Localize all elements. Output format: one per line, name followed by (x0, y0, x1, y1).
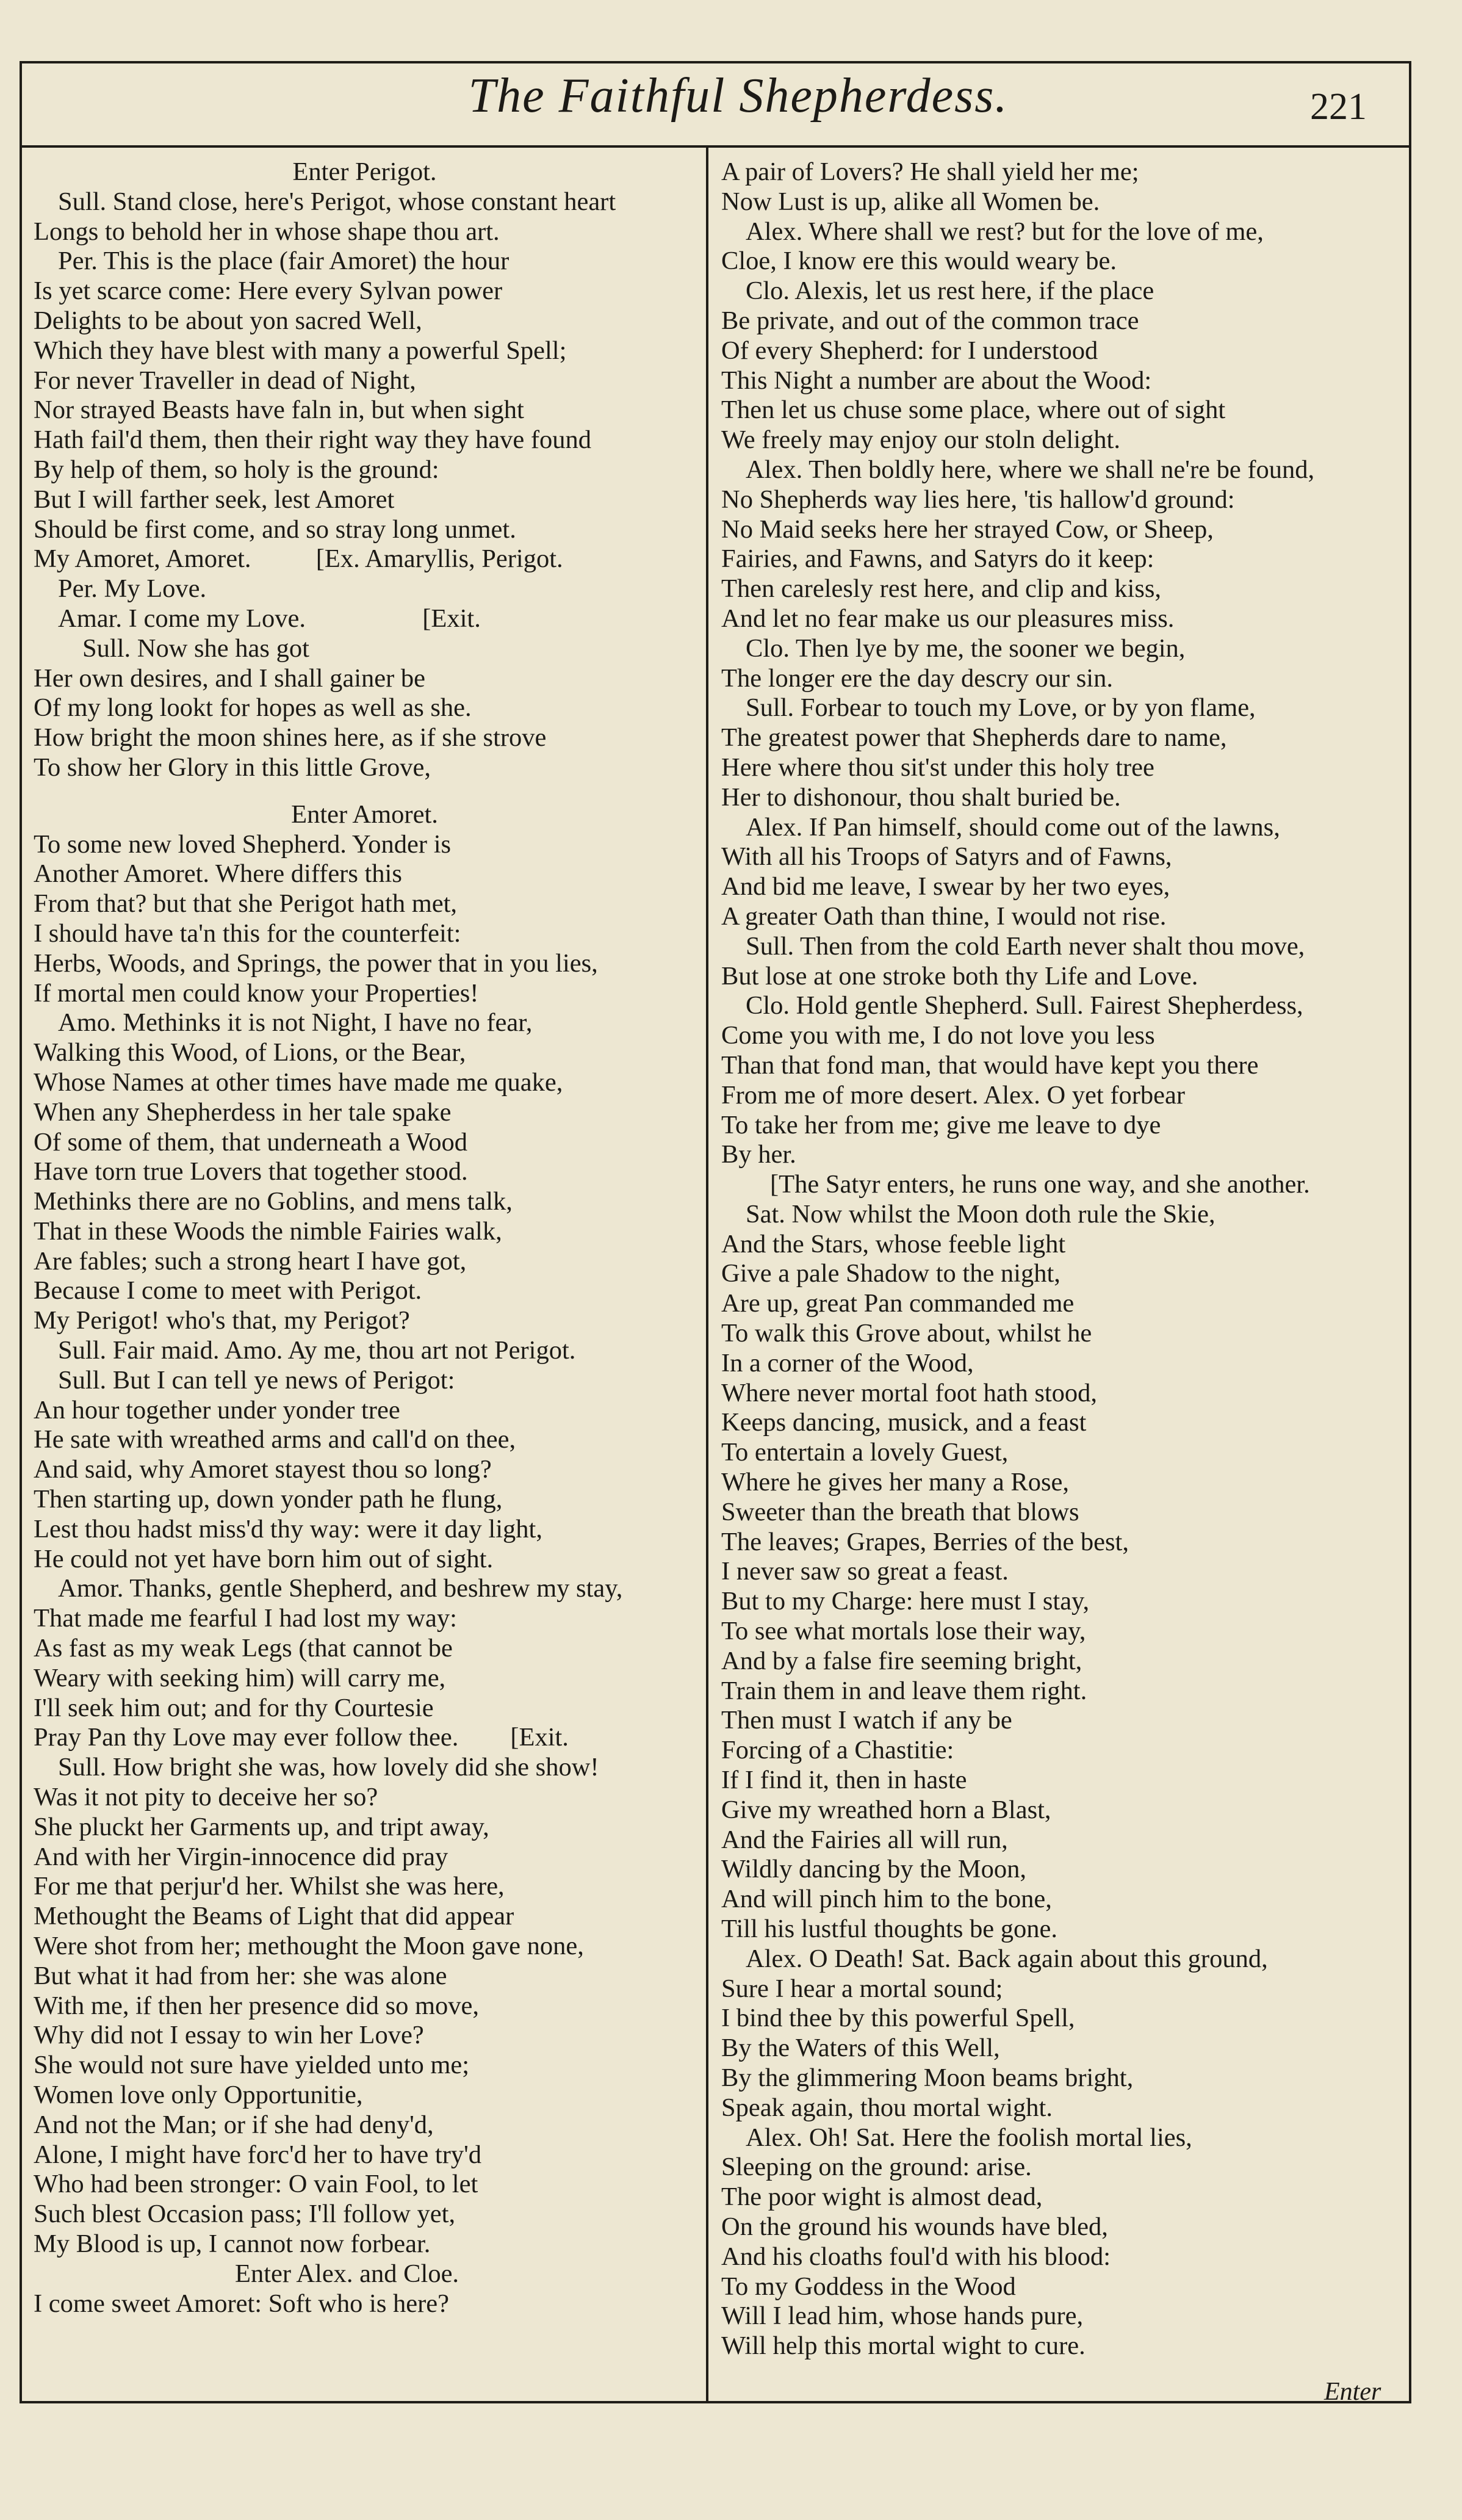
text-line: Herbs, Woods, and Springs, the power that in you lies, (34, 948, 598, 978)
text-line: Alex. Oh! Sat. Here the foolish mortal lies, (746, 2123, 1192, 2152)
text-line: By help of them, so holy is the ground: (34, 455, 439, 484)
text-line: Till his lustful thoughts be gone. (721, 1915, 1057, 1944)
text-line: Clo. Then lye by me, the sooner we begin, (746, 634, 1186, 663)
text-line: Clo. Alexis, let us rest here, if the place (746, 276, 1154, 306)
text-line: My Blood is up, I cannot now forbear. (34, 2229, 431, 2258)
header-rule (20, 145, 1411, 148)
text-line: To show her Glory in this little Grove, (34, 753, 431, 782)
text-line: And let no fear make us our pleasures miss. (721, 604, 1175, 633)
text-line: Sweeter than the breath that blows (721, 1497, 1079, 1526)
text-line: And said, why Amoret stayest thou so long? (34, 1455, 492, 1484)
text-line: Because I come to meet with Perigot. (34, 1276, 422, 1305)
text-line: Sure I hear a mortal sound; (721, 1974, 1003, 2003)
text-line: And the Stars, whose feeble light (721, 1229, 1066, 1258)
text-line: When any Shepherdess in her tale spake (34, 1097, 452, 1127)
text-line: My Amoret, Amoret. [Ex. Amaryllis, Perigot. (34, 544, 563, 574)
text-line: But I will farther seek, lest Amoret (34, 485, 395, 514)
text-line: That made me fearful I had lost my way: (34, 1604, 457, 1633)
text-line: Whose Names at other times have made me quake, (34, 1067, 563, 1097)
text-line: Enter Perigot. (292, 157, 437, 186)
text-line: To take her from me; give me leave to dye (721, 1110, 1161, 1139)
text-line: Of some of them, that underneath a Wood (34, 1127, 468, 1157)
text-line: Fairies, and Fawns, and Satyrs do it keep: (721, 544, 1154, 574)
text-line: Are fables; such a strong heart I have got, (34, 1246, 467, 1276)
text-line: Lest thou hadst miss'd thy way: were it day light, (34, 1514, 542, 1543)
text-line: Amor. Thanks, gentle Shepherd, and beshrew my stay, (58, 1574, 623, 1603)
text-line: Forcing of a Chastitie: (721, 1736, 954, 1765)
column-rule (706, 145, 708, 2403)
text-line: Sat. Now whilst the Moon doth rule the Skie, (746, 1199, 1215, 1229)
text-line: Was it not pity to deceive her so? (34, 1783, 378, 1812)
text-line: The poor wight is almost dead, (721, 2182, 1043, 2212)
text-line: That in these Woods the nimble Fairies walk, (34, 1216, 502, 1246)
text-line: Hath fail'd them, then their right way they have found (34, 425, 592, 455)
text-line: On the ground his wounds have bled, (721, 2212, 1108, 2241)
text-line: But what it had from her: she was alone (34, 1961, 447, 1990)
text-line: Cloe, I know ere this would weary be. (721, 247, 1117, 276)
text-line: Be private, and out of the common trace (721, 306, 1139, 335)
text-line: Now Lust is up, alike all Women be. (721, 187, 1100, 216)
text-line: How bright the moon shines here, as if she strove (34, 723, 547, 753)
text-line: For me that perjur'd her. Whilst she was here, (34, 1872, 505, 1901)
text-line: Her own desires, and I shall gainer be (34, 663, 426, 693)
text-line: To entertain a lovely Guest, (721, 1438, 1009, 1467)
text-line: Have torn true Lovers that together stood. (34, 1157, 468, 1186)
text-line: Then starting up, down yonder path he flung, (34, 1485, 503, 1514)
text-line: Walking this Wood, of Lions, or the Bear, (34, 1038, 466, 1067)
page-number: 221 (1310, 86, 1367, 128)
text-line: Will I lead him, whose hands pure, (721, 2302, 1084, 2331)
text-line: This Night a number are about the Wood: (721, 366, 1152, 395)
text-line: Enter Amoret. (291, 800, 438, 829)
left-column (34, 157, 696, 2319)
text-line: Of every Shepherd: for I understood (721, 336, 1098, 365)
text-line: Were shot from her; methought the Moon gave none, (34, 1932, 584, 1961)
text-line: In a corner of the Wood, (721, 1348, 974, 1377)
text-line: Sleeping on the ground: arise. (721, 2153, 1032, 2182)
text-line: Alone, I might have forc'd her to have try'd (34, 2140, 482, 2169)
text-line: If I find it, then in haste (721, 1766, 967, 1795)
text-line: Women love only Opportunitie, (34, 2081, 363, 2109)
text-line: Speak again, thou mortal wight. (721, 2093, 1053, 2122)
text-line: Such blest Occasion pass; I'll follow yet, (34, 2200, 456, 2229)
text-line: And the Fairies all will run, (721, 1825, 1008, 1854)
text-line: Keeps dancing, musick, and a feast (721, 1408, 1087, 1437)
text-line: By the Waters of this Well, (721, 2034, 1000, 2063)
text-line: Enter Alex. and Cloe. (235, 2259, 459, 2288)
text-line: Per. This is the place (fair Amoret) the hour (58, 247, 510, 276)
text-line: Why did not I essay to win her Love? (34, 2021, 424, 2050)
text-line: Another Amoret. Where differs this (34, 859, 402, 889)
text-line: From that? but that she Perigot hath met, (34, 889, 458, 919)
text-line: The longer ere the day descry our sin. (721, 663, 1113, 693)
text-line: She pluckt her Garments up, and tript away, (34, 1812, 489, 1841)
text-line: Will help this mortal wight to cure. (721, 2331, 1086, 2361)
text-line: Then let us chuse some place, where out of sight (721, 395, 1226, 425)
text-line: We freely may enjoy our stoln delight. (721, 425, 1120, 455)
text-line: Clo. Hold gentle Shepherd. Sull. Fairest Shepherdess, (746, 991, 1303, 1020)
text-line: And with her Virgin-innocence did pray (34, 1842, 448, 1871)
text-line: Alex. Where shall we rest? but for the love of me, (746, 217, 1264, 246)
text-line: Where he gives her many a Rose, (721, 1468, 1069, 1497)
text-line: Wildly dancing by the Moon, (721, 1855, 1026, 1884)
text-line: My Perigot! who's that, my Perigot? (34, 1306, 410, 1335)
text-line: Sull. Forbear to touch my Love, or by yon flame, (746, 693, 1256, 723)
text-line: Sull. How bright she was, how lovely did she show! (58, 1753, 599, 1782)
text-line: And his cloaths foul'd with his blood: (721, 2242, 1111, 2271)
text-line: Her to dishonour, thou shalt buried be. (721, 782, 1121, 812)
section-gap (34, 783, 696, 800)
right-column (721, 157, 1405, 2361)
text-line: But lose at one stroke both thy Life and Love. (721, 961, 1198, 991)
text-line: Train them in and leave them right. (721, 1676, 1087, 1705)
text-line: Of my long lookt for hopes as well as she. (34, 693, 472, 723)
text-line: I should have ta'n this for the counterfeit: (34, 919, 461, 948)
catchword: Enter (1324, 2378, 1381, 2406)
text-line: For never Traveller in dead of Night, (34, 366, 416, 395)
text-line: The greatest power that Shepherds dare to name, (721, 723, 1227, 753)
text-line: And not the Man; or if she had deny'd, (34, 2110, 434, 2139)
text-line: Sull. But I can tell ye news of Perigot: (58, 1365, 455, 1395)
text-line: To walk this Grove about, whilst he (721, 1319, 1092, 1348)
text-line: Methought the Beams of Light that did appear (34, 1902, 514, 1931)
text-line: Alex. Then boldly here, where we shall ne're be found, (746, 455, 1315, 484)
text-line: Pray Pan thy Love may ever follow thee. [Exit. (34, 1723, 569, 1752)
text-line: By the glimmering Moon beams bright, (721, 2063, 1134, 2092)
text-line: Delights to be about yon sacred Well, (34, 306, 422, 335)
text-line: Alex. O Death! Sat. Back again about this ground, (746, 1944, 1268, 1973)
text-line: Sull. Fair maid. Amo. Ay me, thou art not Perigot. (58, 1336, 576, 1365)
text-line: The leaves; Grapes, Berries of the best, (721, 1527, 1129, 1556)
text-line: Alex. If Pan himself, should come out of the lawns, (746, 812, 1280, 842)
text-line: An hour together under yonder tree (34, 1395, 400, 1424)
text-line: I bind thee by this powerful Spell, (721, 2004, 1075, 2033)
text-line: Methinks there are no Goblins, and mens talk, (34, 1187, 513, 1216)
text-line: To see what mortals lose their way, (721, 1617, 1086, 1646)
text-line: [The Satyr enters, he runs one way, and she another. (770, 1170, 1310, 1199)
text-line: Sull. Then from the cold Earth never shalt thou move, (746, 931, 1305, 961)
text-line: Weary with seeking him) will carry me, (34, 1663, 446, 1692)
text-line: Per. My Love. (58, 574, 207, 604)
text-line: She would not sure have yielded unto me; (34, 2051, 470, 2080)
text-line: He sate with wreathed arms and call'd on thee, (34, 1425, 516, 1454)
text-line: And by a false fire seeming bright, (721, 1646, 1082, 1675)
text-line: I'll seek him out; and for thy Courtesie (34, 1693, 434, 1722)
text-line: Then must I watch if any be (721, 1706, 1012, 1735)
text-line: With all his Troops of Satyrs and of Fawns, (721, 842, 1172, 872)
text-line: Here where thou sit'st under this holy tree (721, 753, 1154, 782)
text-line: And bid me leave, I swear by her two eyes, (721, 872, 1170, 901)
text-line: Give my wreathed horn a Blast, (721, 1795, 1051, 1824)
text-line: With me, if then her presence did so move, (34, 1991, 480, 2020)
text-line: As fast as my weak Legs (that cannot be (34, 1634, 453, 1663)
text-line: Sull. Now she has got (82, 634, 309, 663)
text-line: He could not yet have born him out of sight. (34, 1544, 494, 1573)
text-line: And will pinch him to the bone, (721, 1885, 1052, 1914)
text-line: Longs to behold her in whose shape thou art. (34, 217, 500, 246)
text-line: Nor strayed Beasts have faln in, but when sight (34, 395, 524, 425)
text-line: From me of more desert. Alex. O yet forbear (721, 1080, 1186, 1110)
text-line: A pair of Lovers? He shall yield her me; (721, 157, 1139, 186)
running-title: The Faithful Shepherdess. (468, 69, 1009, 123)
text-line: Should be first come, and so stray long unmet. (34, 514, 516, 544)
text-line: Are up, great Pan commanded me (721, 1289, 1075, 1318)
text-line: To some new loved Shepherd. Yonder is (34, 829, 452, 859)
text-line: Is yet scarce come: Here every Sylvan power (34, 276, 503, 306)
text-line: Than that fond man, that would have kept you there (721, 1050, 1259, 1080)
text-line: Amo. Methinks it is not Night, I have no fear, (58, 1008, 533, 1038)
text-line: I come sweet Amoret: Soft who is here? (34, 2289, 449, 2318)
text-line: By her. (721, 1140, 796, 1169)
text-line: Sull. Stand close, here's Perigot, whose constant heart (58, 187, 616, 216)
text-line: Give a pale Shadow to the night, (721, 1259, 1060, 1288)
text-line: No Maid seeks here her strayed Cow, or Sheep, (721, 514, 1214, 544)
text-line: I never saw so great a feast. (721, 1557, 1009, 1586)
text-line: No Shepherds way lies here, 'tis hallow'd ground: (721, 485, 1235, 514)
text-line: To my Goddess in the Wood (721, 2272, 1016, 2301)
text-line: Who had been stronger: O vain Fool, to let (34, 2170, 478, 2199)
text-line: Amar. I come my Love. [Exit. (58, 604, 481, 633)
text-line: Where never mortal foot hath stood, (721, 1378, 1098, 1407)
text-line: Come you with me, I do not love you less (721, 1021, 1155, 1050)
text-line: Then carelesly rest here, and clip and kiss, (721, 574, 1162, 604)
text-line: A greater Oath than thine, I would not rise. (721, 901, 1167, 931)
text-line: If mortal men could know your Properties! (34, 978, 479, 1008)
text-line: Which they have blest with many a powerful Spell; (34, 336, 567, 365)
text-line: But to my Charge: here must I stay, (721, 1587, 1090, 1616)
